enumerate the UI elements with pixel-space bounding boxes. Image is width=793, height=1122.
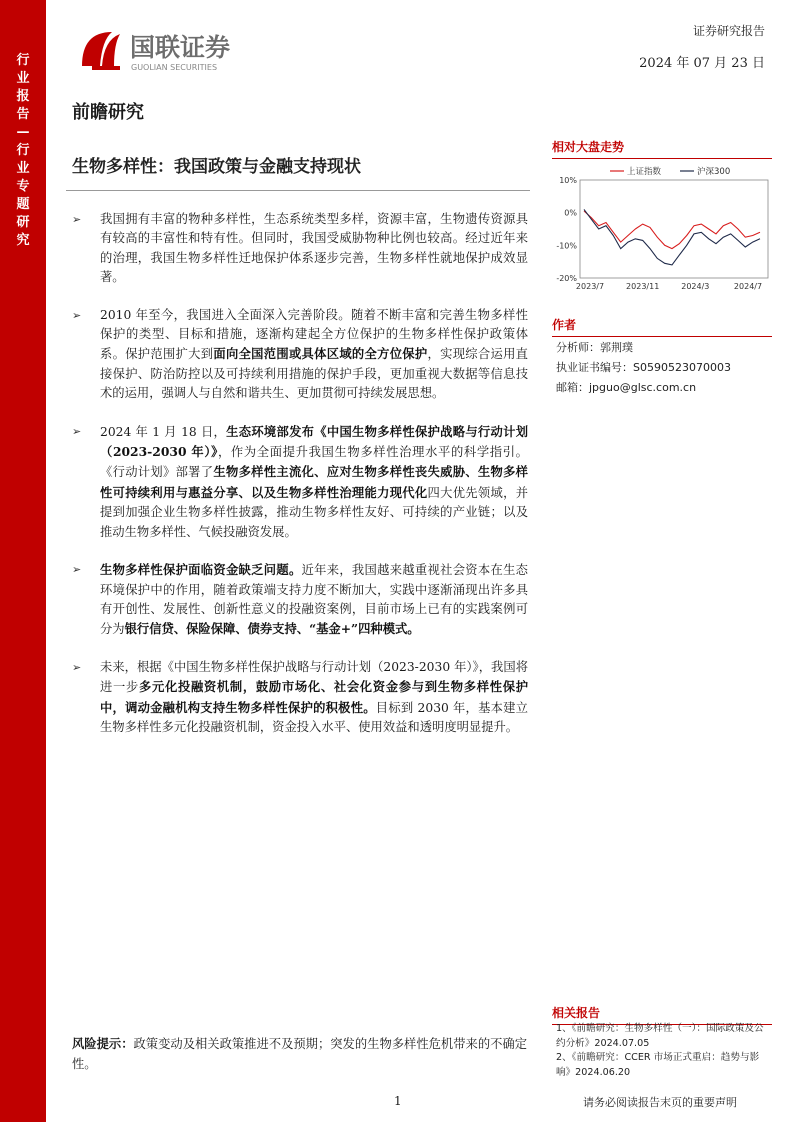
bullet-text: ，实现综合运用直接保护、防治防控以及可持续利用措施的保护手段，更加重视大数据等信息技术的运用，强调人与自然和谐共生、更加贯彻可持续发展思想。 xyxy=(100,347,528,401)
author-email[interactable]: 邮箱：jpguo@glsc.com.cn xyxy=(556,381,697,394)
author-info xyxy=(556,338,731,398)
series-line-csi300 xyxy=(584,209,760,265)
related-reports-list xyxy=(556,1022,770,1080)
certificate-number: 执业证书编号：S0590523070003 xyxy=(556,361,731,374)
logo-mark-icon xyxy=(82,32,120,70)
bullet-text: ，作为全面提升我国生物多样性治理水平的科学指引。《行动计划》部署了 xyxy=(100,445,528,480)
page-number: 1 xyxy=(394,1094,402,1108)
bullet-text: 未来，根据《中国生物多样性保护战略与行动计划（2023-2030 年）》，我国将进一步 xyxy=(100,659,528,695)
bullet-text: 2010 年至今，我国进入全面深入完善阶段。随着不断丰富和完善生物多样性保护的类型、目标和措施，逐渐构建起全方位保护的生物多样性保护政策体系。保护范围扩大到 xyxy=(100,307,528,362)
summary-bullet xyxy=(72,210,528,288)
analyst-name: 分析师：郭荆璞 xyxy=(556,341,633,354)
x-tick-label: 2023/11 xyxy=(626,282,660,291)
sidebar-char: 业 xyxy=(16,71,30,86)
chart-heading: 相对大盘走势 xyxy=(552,138,772,159)
bullet-emphasis: 生态环境部发布《中国生物多样性保护战略与行动计划（2023-2030 年）》 xyxy=(100,423,528,460)
related-reports-heading: 相关报告 xyxy=(552,1004,772,1025)
x-tick-label: 2024/7 xyxy=(733,282,763,291)
summary-bullet xyxy=(72,306,528,404)
footer-disclaimer: 请务必阅读报告末页的重要声明 xyxy=(583,1096,737,1109)
bullet-arrow-icon: ➢ xyxy=(72,563,82,577)
legend-label: 沪深300 xyxy=(697,167,731,177)
relative-performance-chart xyxy=(552,160,772,300)
bullet-emphasis: 银行信贷、保险保障、债券支持、“基金+”四种模式。 xyxy=(124,621,420,637)
summary-bullet xyxy=(72,422,528,542)
brand-name-cn: 国联证券 xyxy=(130,33,231,62)
bullet-arrow-icon: ➢ xyxy=(72,308,82,322)
report-date: 2024 年 07 月 23 日 xyxy=(639,56,765,71)
y-tick-label: -10% xyxy=(556,241,577,251)
sidebar-char: 究 xyxy=(16,233,30,248)
y-tick-label: 10% xyxy=(559,176,577,185)
bullet-emphasis: 生物多样性主流化、应对生物多样性丧失威胁、生物多样性可持续利用与惠益分享、以及生物多样性治理能力现代化 xyxy=(100,464,528,500)
related-report-item[interactable]: 2、《前瞻研究：CCER 市场正式重启：趋势与影响》2024.06.20 xyxy=(556,1052,760,1078)
related-report-item[interactable]: 1、《前瞻研究：生物多样性（一）：国际政策及公约分析》2024.07.05 xyxy=(556,1023,764,1049)
y-tick-label: -20% xyxy=(556,274,577,283)
guolian-logo xyxy=(78,26,288,80)
sidebar-char: 研 xyxy=(16,215,30,230)
section-title: 前瞻研究 xyxy=(72,102,144,123)
sidebar-char: 报 xyxy=(16,89,30,104)
doc-type-label: 证券研究报告 xyxy=(692,24,765,38)
bullet-emphasis: 生物多样性保护面临资金缺乏问题。 xyxy=(100,562,302,578)
sidebar-char: 告 xyxy=(16,107,30,122)
summary-bullets xyxy=(72,210,528,755)
sidebar-char: 业 xyxy=(16,161,30,176)
sidebar-char: 行 xyxy=(16,53,30,68)
bullet-emphasis: 多元化投融资机制，鼓励市场化、社会化资金参与到生物多样性保护中，调动金融机构支持生物多样性保护的积极性。 xyxy=(100,679,528,715)
summary-bullet xyxy=(72,658,528,738)
x-tick-label: 2023/7 xyxy=(575,282,605,291)
x-tick-label: 2024/3 xyxy=(681,282,710,291)
sidebar-char: 专 xyxy=(16,179,30,194)
risk-warning xyxy=(72,1034,532,1074)
bullet-arrow-icon: ➢ xyxy=(72,213,82,226)
brand-name-en: GUOLIAN SECURITIES xyxy=(131,63,218,72)
left-red-sidebar xyxy=(0,0,46,1122)
report-category-vertical xyxy=(0,52,46,250)
bullet-arrow-icon: ➢ xyxy=(72,660,82,674)
y-tick-label: 0% xyxy=(564,208,577,218)
bullet-arrow-icon: ➢ xyxy=(72,424,82,438)
report-title: 生物多样性：我国政策与金融支持现状 xyxy=(72,157,361,177)
bullet-text: 2024 年 1 月 18 日， xyxy=(100,424,227,439)
summary-bullet xyxy=(72,560,528,640)
series-line-shanghai xyxy=(584,211,760,249)
risk-text: 政策变动及相关政策推进不及预期；突发的生物多样性危机带来的不确定性。 xyxy=(72,1037,528,1071)
risk-label: 风险提示： xyxy=(72,1036,134,1051)
title-divider xyxy=(66,190,530,191)
bullet-text: 近年来，我国越来越重视社会资本在生态环境保护中的作用，随着政策端支持力度不断加大，实践中逐渐涌现出许多具有开创性、发展性、创新性意义的投融资案例，目前市场上已有的实践案例可分为 xyxy=(100,563,528,637)
bullet-emphasis: 面向全国范围或具体区域的全方位保护 xyxy=(213,346,428,362)
bullet-text: 目标到 2030 年，基本建立生物多样性多元化投融资机制，资金投入水平、使用效益和透明度明显提升。 xyxy=(100,700,528,734)
sidebar-char: 题 xyxy=(16,197,30,212)
bullet-text: 我国拥有丰富的物种多样性，生态系统类型多样，资源丰富，生物遗传资源具有较高的丰富性和特有性。但同时，我国受威胁物种比例也较高。经过近年来的治理，我国生物多样性迁地保护体系逐步完善，生物多样性就地保护成效显著。 xyxy=(100,212,528,285)
sidebar-char: — xyxy=(16,125,30,140)
legend-label: 上证指数 xyxy=(627,167,662,177)
sidebar-char: 行 xyxy=(16,143,30,158)
bullet-text: 四大优先领域，并提到加强企业生物多样性披露，推动生物多样性友好、可持续的产业链；以及推动生物多样性、气候投融资发展。 xyxy=(100,485,528,539)
author-heading: 作者 xyxy=(552,316,772,337)
